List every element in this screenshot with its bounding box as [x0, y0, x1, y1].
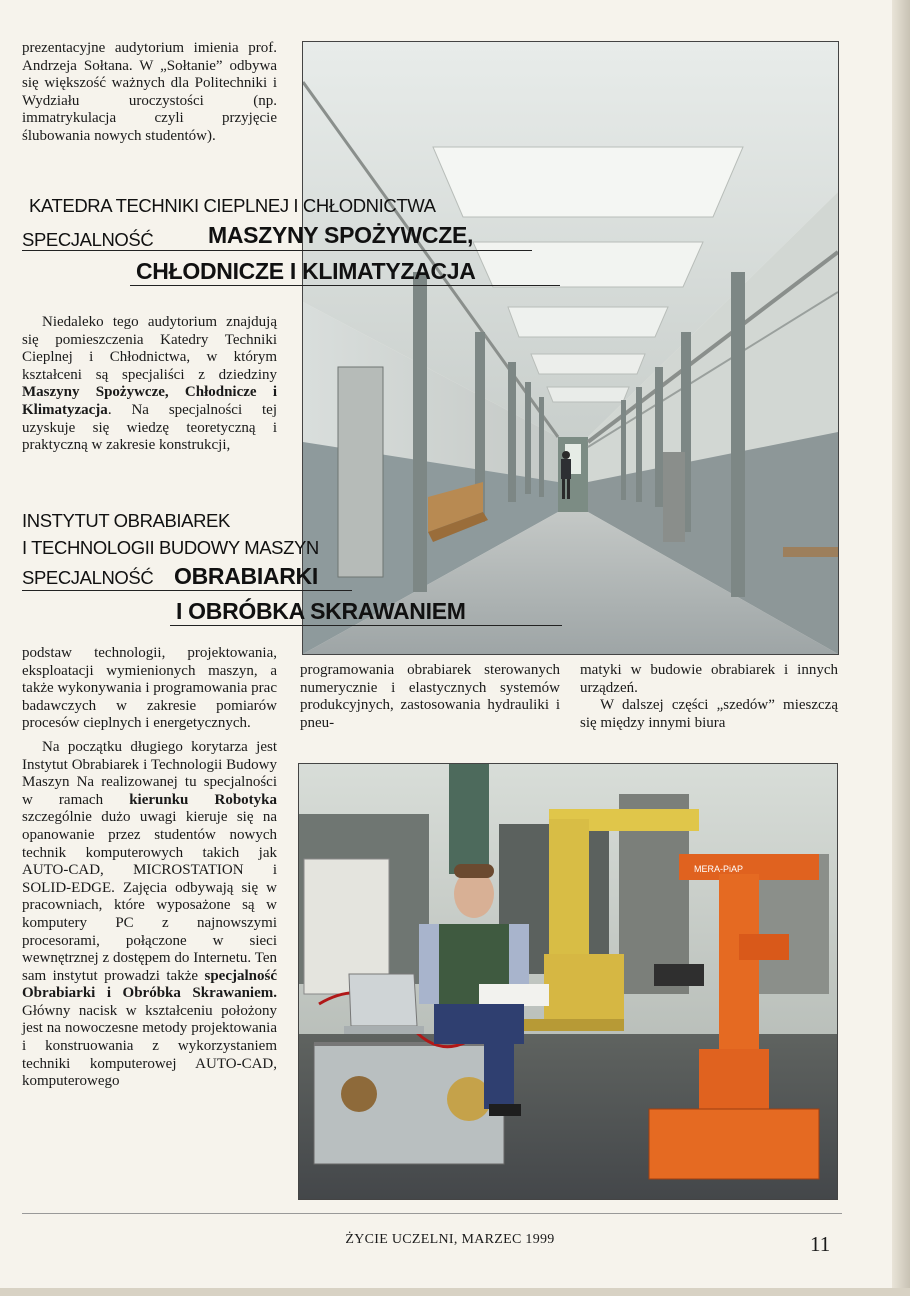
footer-rule	[22, 1213, 842, 1214]
robotics-lab-photo	[298, 763, 838, 1200]
robotics-lab-illustration	[299, 764, 837, 1199]
robotyka-term: kierunku Robotyka	[129, 791, 277, 808]
footer-publication: ŻYCIE UCZELNI, MARZEC 1999	[345, 1232, 555, 1247]
column2-paragraph: programowania obrabiarek sterowanych numerycznie i elastycznych systemów produkcyjnych, zastosowania hydrauliki i pneu-	[300, 662, 560, 731]
heading2-rule-1	[22, 590, 352, 591]
page-bottom-edge	[0, 1288, 910, 1296]
column3-paragraph2: W dalszej części „szedów” mieszczą się między innymi biura	[580, 697, 838, 731]
column3-text	[580, 662, 838, 732]
heading1-spec-line2: CHŁODNICZE I KLIMATYZACJA	[136, 258, 476, 284]
column3-paragraph1: matyki w budowie obrabiarek i innych urządzeń.	[580, 662, 838, 696]
intro-paragraph	[22, 40, 277, 146]
heading1-rule-2	[130, 285, 560, 286]
katedra-paragraph	[22, 314, 277, 455]
robot-brand-label: MERA-PiAP	[694, 864, 744, 874]
technology-text: podstaw technologii, projektowania, eksploatacji wymienionych maszyn, a także wykonywania i programowania prac badawczych w zakresie pomiarów procesów cieplnych i energetycznych.	[22, 645, 277, 732]
corridor-photo-illustration	[303, 42, 838, 654]
heading1-spec-label: SPECJALNOŚĆ	[22, 229, 154, 250]
intro-text: prezentacyjne audytorium imienia prof. Andrzeja Sołtana. W „Sołtanie” odbywa się większość ważnych dla Politechniki i Wydziału uroczystości (np. immatrykulacja czyli przyjęcie ślubowania nowych studentów).	[22, 40, 277, 144]
heading1-spec-line1: MASZYNY SPOŻYWCZE,	[208, 222, 474, 248]
heading2-dept-line2: I TECHNOLOGII BUDOWY MASZYN	[22, 537, 319, 558]
instytut-text-a: Na początku długiego korytarza jest Instytut Obrabiarek i Technologii Budowy Maszyn Na realizowanej tu specjalności w ramach	[22, 738, 277, 808]
katedra-text-c: . Na specjalności tej uzyskuje się wiedzę teoretyczną i praktyczną w zakresie konstrukcji,	[22, 401, 277, 454]
page-edge	[892, 0, 910, 1296]
heading2-spec-label: SPECJALNOŚĆ	[22, 567, 154, 588]
instytut-text-e: Główny nacisk w kształceniu położony jest na nowoczesne metody projektowania i konstruowania z wykorzystaniem techniki komputerowej AUTO-CAD, komputerowego	[22, 1002, 277, 1090]
page-number: 11	[810, 1232, 831, 1256]
obrabiarki-specialty-term: specjalność Obrabiarki i Obróbka Skrawaniem.	[22, 967, 277, 1002]
heading2-spec-line2: I OBRÓBKA SKRAWANIEM	[176, 598, 466, 624]
heading1-rule-1	[22, 250, 532, 251]
instytut-paragraphs	[22, 645, 277, 1091]
heading2-dept-line1: INSTYTUT OBRABIAREK	[22, 510, 230, 531]
instytut-text-c: szczególnie dużo uwagi kieruje się na opanowanie przez studentów nowych technik komputerowych takich jak AUTO-CAD, MICROSTATION i SOLID-EDGE. Zajęcia odbywają się w pracowniach, które wyposażone są w komputery PC z najnowszymi procesorami, połączone w sieci wewnętrznej z dostępem do Internetu. Ten sam instytut prowadzi także	[22, 809, 277, 984]
column2-text	[300, 662, 560, 732]
heading2-spec-line1: OBRABIARKI	[174, 563, 318, 589]
katedra-text-a: Niedaleko tego audytorium znajdują się pomieszczenia Katedry Techniki Cieplnej i Chłodnictwa, w którym kształceni są specjaliści z dziedziny	[22, 314, 277, 383]
katedra-specialty-name: Maszyny Spożywcze, Chłodnicze i Klimatyzacja	[22, 384, 277, 418]
corridor-photo	[302, 41, 839, 655]
heading-katedra: KATEDRA TECHNIKI CIEPLNEJ I CHŁODNICTWA	[29, 195, 436, 216]
heading2-rule-2	[170, 625, 562, 626]
